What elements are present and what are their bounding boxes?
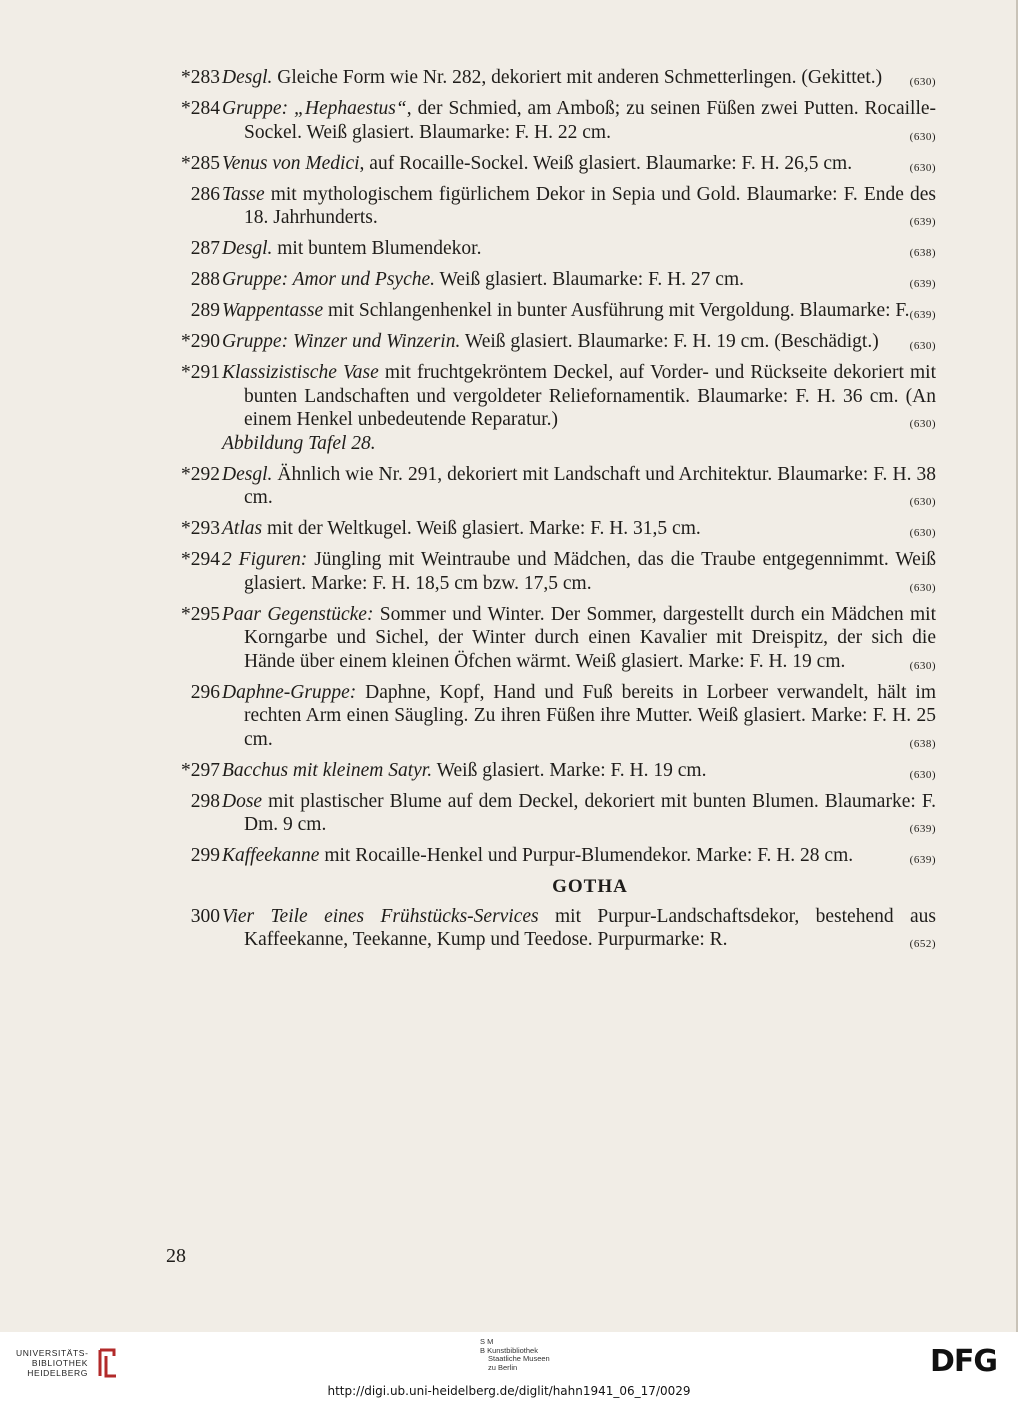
entry-number: *285 [181,152,220,174]
university-logo-icon [96,1348,120,1378]
catalog-entry [166,183,936,230]
entry-number: *290 [181,331,220,352]
entry-body [222,152,936,176]
entry-body [222,361,936,455]
entry-description: mit mythologischem figürlichem Dekor in Sepia und Gold. Blaumarke: F. Ende des 18. Jahrhunderts. [244,183,936,228]
inventory-code: (630) [909,581,936,594]
inventory-code: (638) [909,247,936,259]
entry-description: Ähnlich wie Nr. 291, dekoriert mit Landschaft und Architektur. Blaumarke: F. H. 38 cm. [244,463,936,508]
entry-number: *297 [181,759,220,781]
entry-description: mit Schlangenhenkel in bunter Ausführung mit Vergoldung. Blaumarke: F. [323,300,910,321]
catalog-entry [166,237,936,261]
inventory-code: (639) [909,854,936,866]
entry-body [222,183,936,230]
entry-list [166,66,936,868]
entry-description: Sommer und Winter. Der Sommer, dargestellt durch ein Mädchen mit Korngarbe und Sichel, der Winter durch einen Kavalier mit Dreispitz, der sich die Hände über einem kleinen Öfchen wärmt. Weiß glasiert. Marke: F. H. 19 cm. [244,603,937,672]
catalog-entry [166,66,936,90]
catalog-entry [166,844,936,868]
entry-body [222,844,936,868]
entry-description: mit buntem Blumendekor. [272,238,482,259]
inventory-code: (630) [909,340,936,352]
entry-title: Gruppe: Winzer und Winzerin. [222,331,461,352]
entry-number: 298 [190,790,220,812]
entry-number: 289 [190,300,220,321]
entry-body [222,548,936,595]
entry-description: mit fruchtgekröntem Deckel, auf Vorder- und Rückseite dekoriert mit bunten Landschaften und vergoldeter Reliefornamentik. Blaumarke: F. H. 36 cm. (An einem Henkel unbedeutende Reparatur.) [244,362,937,430]
inventory-code: (630) [909,130,936,143]
entry-description: mit Purpur-Landschaftsdekor, bestehend aus Kaffeekanne, Teekanne, Kump und Teedose. Purpurmarke: R. [244,905,936,950]
page-number: 28 [166,1245,186,1267]
entry-number: *292 [181,463,220,485]
entry-body [222,681,936,752]
entry-body [222,517,936,541]
inventory-code: (639) [909,278,936,290]
entry-description: Weiß glasiert. Blaumarke: F. H. 19 cm. (Beschädigt.) [460,331,879,352]
entry-title: Paar Gegenstücke: [222,603,374,625]
entry-number: *293 [181,518,220,539]
entry-description: Weiß glasiert. Blaumarke: F. H. 27 cm. [435,269,745,290]
entry-body [222,237,936,261]
entry-body [222,759,936,783]
entry-number: *291 [181,362,220,383]
catalog-entry [166,152,936,176]
entry-title: Atlas [222,518,263,539]
inventory-code: (639) [909,216,936,228]
entry-title: Desgl. [222,238,273,259]
catalog-entry [166,268,936,292]
entry-body [222,463,936,510]
inventory-code: (630) [909,527,936,539]
entry-title: Kaffeekanne [222,845,320,866]
partner-line: zu Berlin [488,1362,518,1372]
university-line: HEIDELBERG [27,1368,88,1378]
entry-title: Gruppe: „Hephaestus“ [222,98,407,119]
catalog-entry [166,548,936,595]
entry-title: Bacchus mit kleinem Satyr. [222,759,433,781]
inventory-code: (639) [909,823,936,835]
entry-number: *283 [181,67,220,88]
entry-description: Weiß glasiert. Marke: F. H. 19 cm. [432,759,707,781]
library-partner-label [480,1338,550,1372]
inventory-code: (630) [909,76,936,88]
entry-body [222,268,936,292]
catalog-entry [166,603,936,674]
entry-title: Wappentasse [222,300,324,321]
university-line: UNIVERSITÄTS- [16,1348,89,1358]
university-line: BIBLIOTHEK [31,1358,88,1368]
inventory-code: (638) [909,737,936,750]
entry-list-gotha [166,905,936,952]
entry-description: , auf Rocaille-Sockel. Weiß glasiert. Blaumarke: F. H. 26,5 cm. [359,152,853,174]
catalog-entry [166,759,936,783]
entry-description: mit der Weltkugel. Weiß glasiert. Marke: F. H. 31,5 cm. [262,518,701,539]
entry-title: Desgl. [222,463,273,485]
entry-number: *284 [181,98,220,119]
entry-number: 300 [190,905,220,927]
entry-title: Tasse [222,183,265,205]
entry-number: 288 [190,269,220,290]
entry-title: Dose [222,790,263,812]
inventory-code: (630) [909,161,936,174]
entry-number: *294 [181,549,220,570]
inventory-code: (630) [909,659,936,672]
footer [0,1332,1018,1403]
plate-reference: Abbildung Tafel 28. [222,432,376,454]
entry-description: mit plastischer Blume auf dem Deckel, dekoriert mit bunten Blumen. Blaumarke: F. Dm. 9 cm. [244,790,936,835]
catalog-entry [166,790,936,837]
entry-title: Klassizistische Vase [222,362,379,383]
entry-title: Gruppe: Amor und Psyche. [222,269,436,290]
entry-title: Desgl. [222,67,273,88]
catalog-entry [166,681,936,752]
inventory-code: (639) [909,309,936,321]
catalog-entry [166,905,936,952]
entry-title: Venus von Medici [222,152,360,174]
inventory-code: (630) [909,496,936,508]
entry-description: Daphne, Kopf, Hand und Fuß bereits in Lorbeer verwandelt, hält im rechten Arm einen Säugling. Zu ihren Füßen ihre Mutter. Weiß glasiert. Marke: F. H. 25 cm. [244,681,936,750]
entry-body [222,97,936,144]
entry-description: , der Schmied, am Amboß; zu seinen Füßen zwei Putten. Rocaille-Sockel. Weiß glasiert. Blaumarke: F. H. 22 cm. [244,98,937,143]
entry-description: mit Rocaille-Henkel und Purpur-Blumendekor. Marke: F. H. 28 cm. [319,845,854,866]
entry-description: Jüngling mit Weintraube und Mädchen, das die Traube entgegennimmt. Weiß glasiert. Marke: F. H. 18,5 cm bzw. 17,5 cm. [244,549,936,594]
source-url[interactable]: http://digi.ub.uni-heidelberg.de/diglit/hahn1941_06_17/0029 [327,1384,691,1398]
inventory-code: (630) [909,768,936,781]
dfg-logo: DFG [930,1344,998,1379]
catalog-entry [166,517,936,541]
catalog-entry [166,361,936,455]
entry-body [222,905,936,952]
entry-title: Vier Teile eines Frühstücks-Services [222,905,539,927]
partner-line: B Kunstbibliothek [480,1345,538,1355]
entry-body [222,330,936,354]
catalog-entry [166,97,936,144]
entry-title: Daphne-Gruppe: [222,681,357,703]
entry-body [222,790,936,837]
catalog-entry [166,299,936,323]
entry-description: Gleiche Form wie Nr. 282, dekoriert mit anderen Schmetterlingen. (Gekittet.) [272,67,883,88]
entry-body [222,66,936,90]
entry-number: 299 [190,845,220,866]
entry-number: 296 [190,681,220,703]
catalog-column [166,66,936,959]
entry-title: 2 Figuren: [222,549,308,570]
partner-line: S M [480,1337,494,1346]
university-library-label [16,1348,88,1378]
catalog-entry [166,463,936,510]
entry-body [222,299,936,323]
entry-number: *295 [181,603,220,625]
inventory-code: (652) [909,938,936,950]
section-heading: GOTHA [552,876,628,897]
partner-line: Staatliche Museen [488,1354,550,1363]
entry-body [222,603,936,674]
entry-number: 287 [190,238,220,259]
entry-number: 286 [190,183,220,205]
inventory-code: (630) [909,418,936,430]
catalog-entry [166,330,936,354]
